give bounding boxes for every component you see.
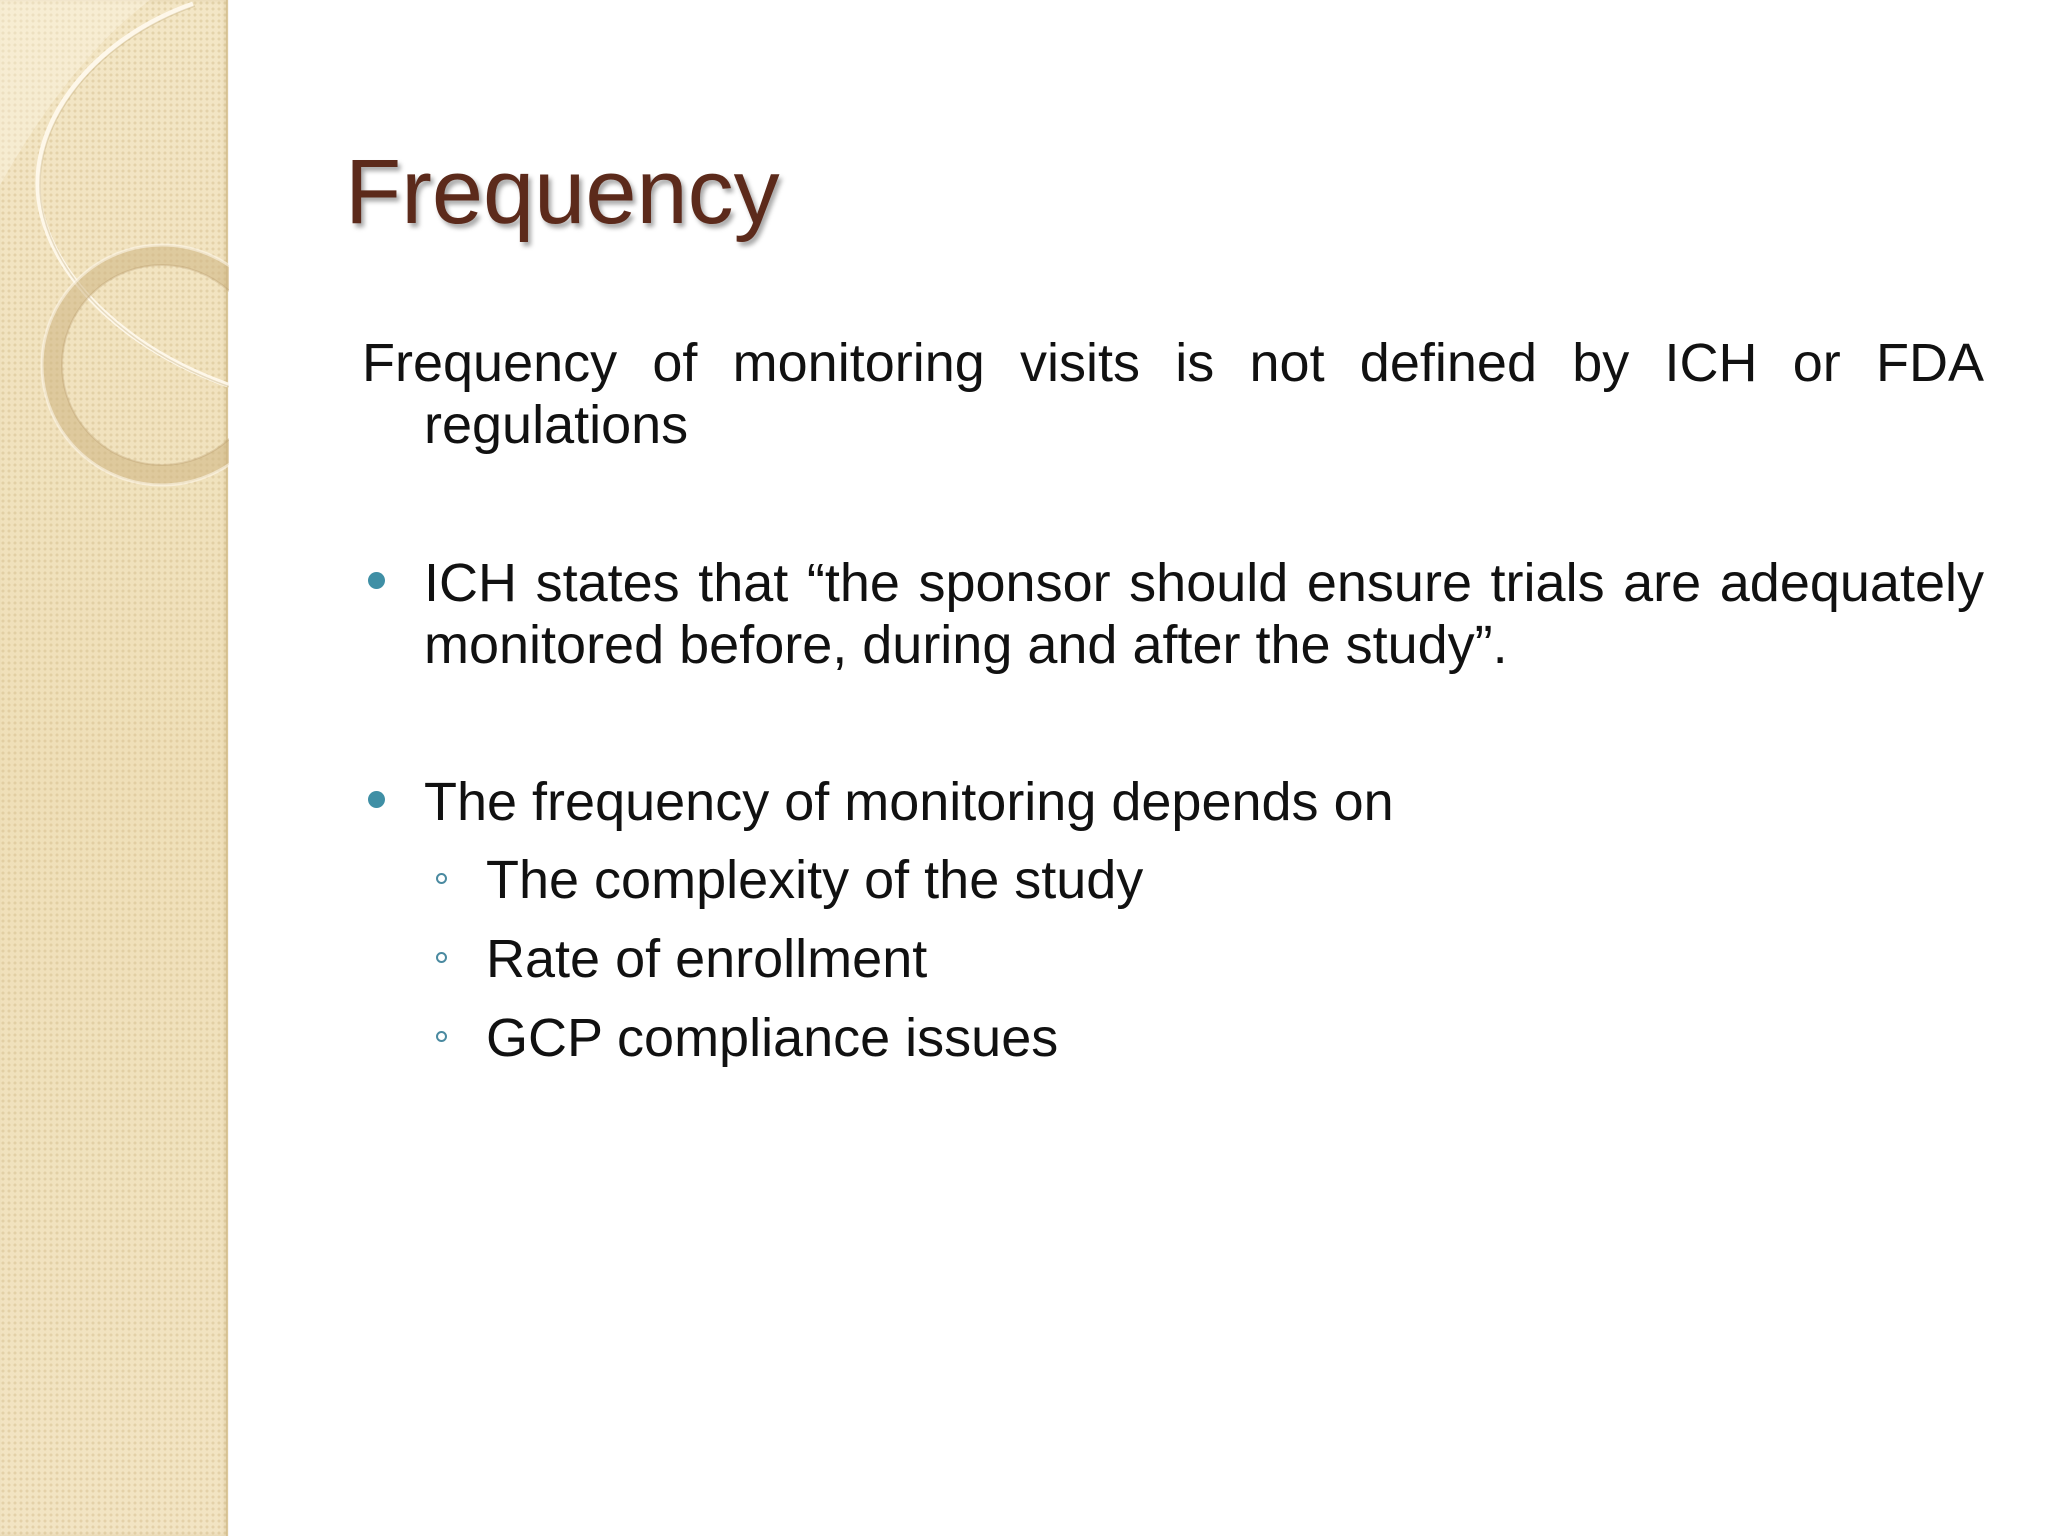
hollow-circle-icon — [436, 1031, 447, 1042]
intro-paragraph: Frequency of monitoring visits is not defined by ICH or FDA regulations — [362, 333, 1984, 455]
sub-item-text: The complexity of the study — [486, 850, 1144, 910]
list-item — [362, 928, 1984, 1007]
list-item — [362, 849, 1984, 928]
slide-content — [362, 332, 1984, 1086]
sub-item-text: Rate of enrollment — [486, 929, 928, 989]
sub-item-text: GCP compliance issues — [486, 1008, 1059, 1068]
bullet-dot-icon — [368, 791, 385, 808]
bullet-item-frequency — [362, 771, 1984, 833]
hollow-circle-icon — [436, 873, 447, 884]
decorative-rings — [0, 0, 229, 520]
slide-title: Frequency — [345, 141, 780, 243]
bullet-item-ich — [362, 552, 1984, 676]
bullet-text: The frequency of monitoring depends on — [424, 772, 1394, 832]
hollow-circle-icon — [436, 952, 447, 963]
bullet-dot-icon — [368, 572, 385, 589]
sub-bullet-list — [362, 849, 1984, 1086]
list-item — [362, 1007, 1984, 1086]
bullet-text: ICH states that “the sponsor should ensure trials are adequately monitored before, during and after the study”. — [424, 553, 1984, 675]
